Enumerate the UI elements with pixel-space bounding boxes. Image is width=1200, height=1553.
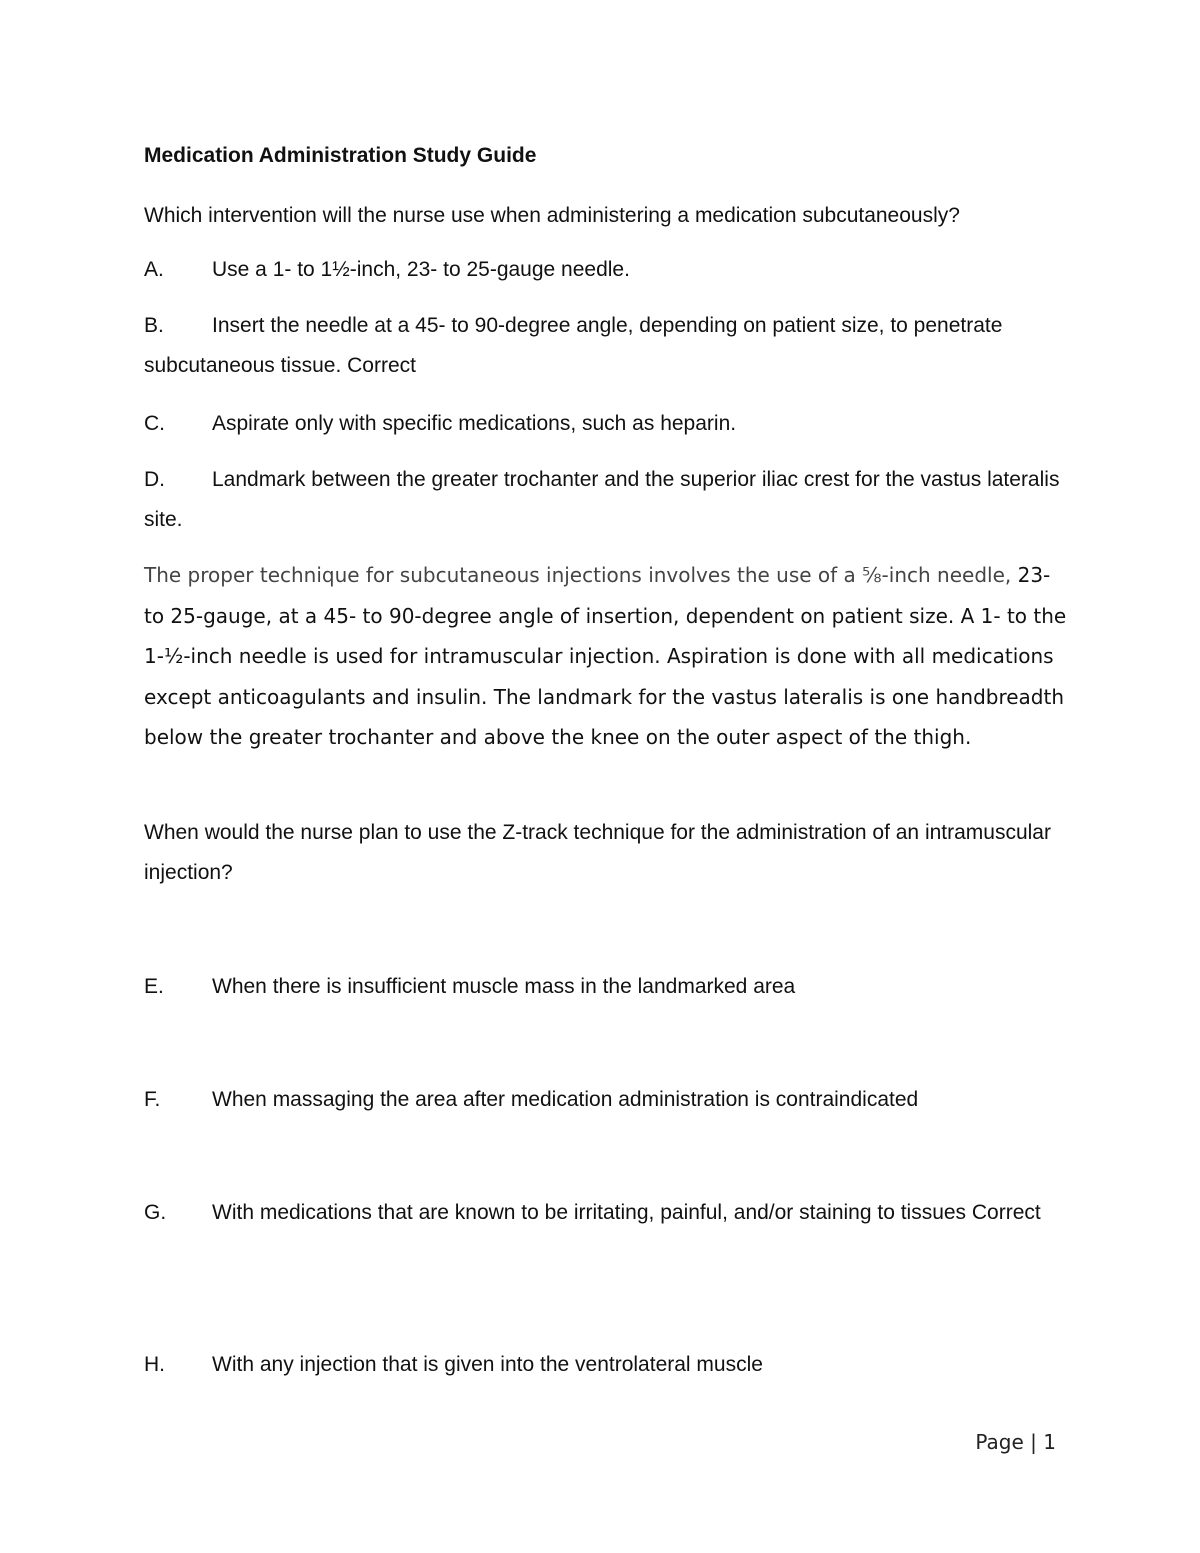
option-text: Use a 1- to 1½-inch, 23- to 25-gauge needle.: [212, 258, 630, 281]
option-text: Insert the needle at a 45- to 90-degree angle, depending on patient size, to penetrate subcutaneous tissue. Correct: [144, 314, 1003, 377]
question-1-option-d: [144, 460, 1074, 540]
question-2-option-g: [144, 1193, 1074, 1233]
option-letter: A.: [144, 258, 164, 281]
question-2-option-f: [144, 1080, 1074, 1120]
document-title: Medication Administration Study Guide: [144, 144, 537, 167]
page-number: Page | 1: [975, 1430, 1056, 1454]
question-2-prompt: When would the nurse plan to use the Z-track technique for the administration of an intramuscular injection?: [144, 821, 1051, 884]
question-1-option-c: [144, 404, 1074, 444]
option-letter: H.: [144, 1353, 165, 1376]
question-1-option-b: [144, 306, 1074, 386]
question-2-option-e: [144, 967, 1074, 1007]
option-text: Aspirate only with specific medications, such as heparin.: [212, 412, 737, 435]
question-2-option-h: [144, 1345, 1074, 1385]
option-letter: D.: [144, 468, 165, 491]
option-text: When there is insufficient muscle mass in the landmarked area: [212, 975, 796, 998]
option-text: When massaging the area after medication administration is contraindicated: [212, 1088, 919, 1111]
question-1-prompt: Which intervention will the nurse use when administering a medication subcutaneously?: [144, 204, 960, 227]
question-1-explanation: [144, 555, 1074, 758]
option-letter: B.: [144, 314, 164, 337]
question-1-option-a: [144, 250, 1074, 290]
option-text: Landmark between the greater trochanter and the superior iliac crest for the vastus lateralis site.: [144, 468, 1060, 531]
explanation-body: 23- to 25-gauge, at a 45- to 90-degree angle of insertion, dependent on patient size. A 1- to the 1-½-inch needle is used for intramuscular injection. Aspiration is done with all medications except anticoagulants and insulin. The landmark for the vastus lateralis is one handbreadth below the greater trochanter and above the knee on the outer aspect of the thigh.: [144, 563, 1067, 749]
explanation-lead: The proper technique for subcutaneous injections involves the use of a ⅝-inch needle,: [144, 563, 1012, 587]
option-letter: C.: [144, 412, 165, 435]
option-text: With any injection that is given into the ventrolateral muscle: [212, 1353, 763, 1376]
option-letter: G.: [144, 1201, 167, 1224]
option-letter: F.: [144, 1088, 161, 1111]
option-text: With medications that are known to be irritating, painful, and/or staining to tissues Correct: [212, 1201, 1041, 1224]
option-letter: E.: [144, 975, 164, 998]
